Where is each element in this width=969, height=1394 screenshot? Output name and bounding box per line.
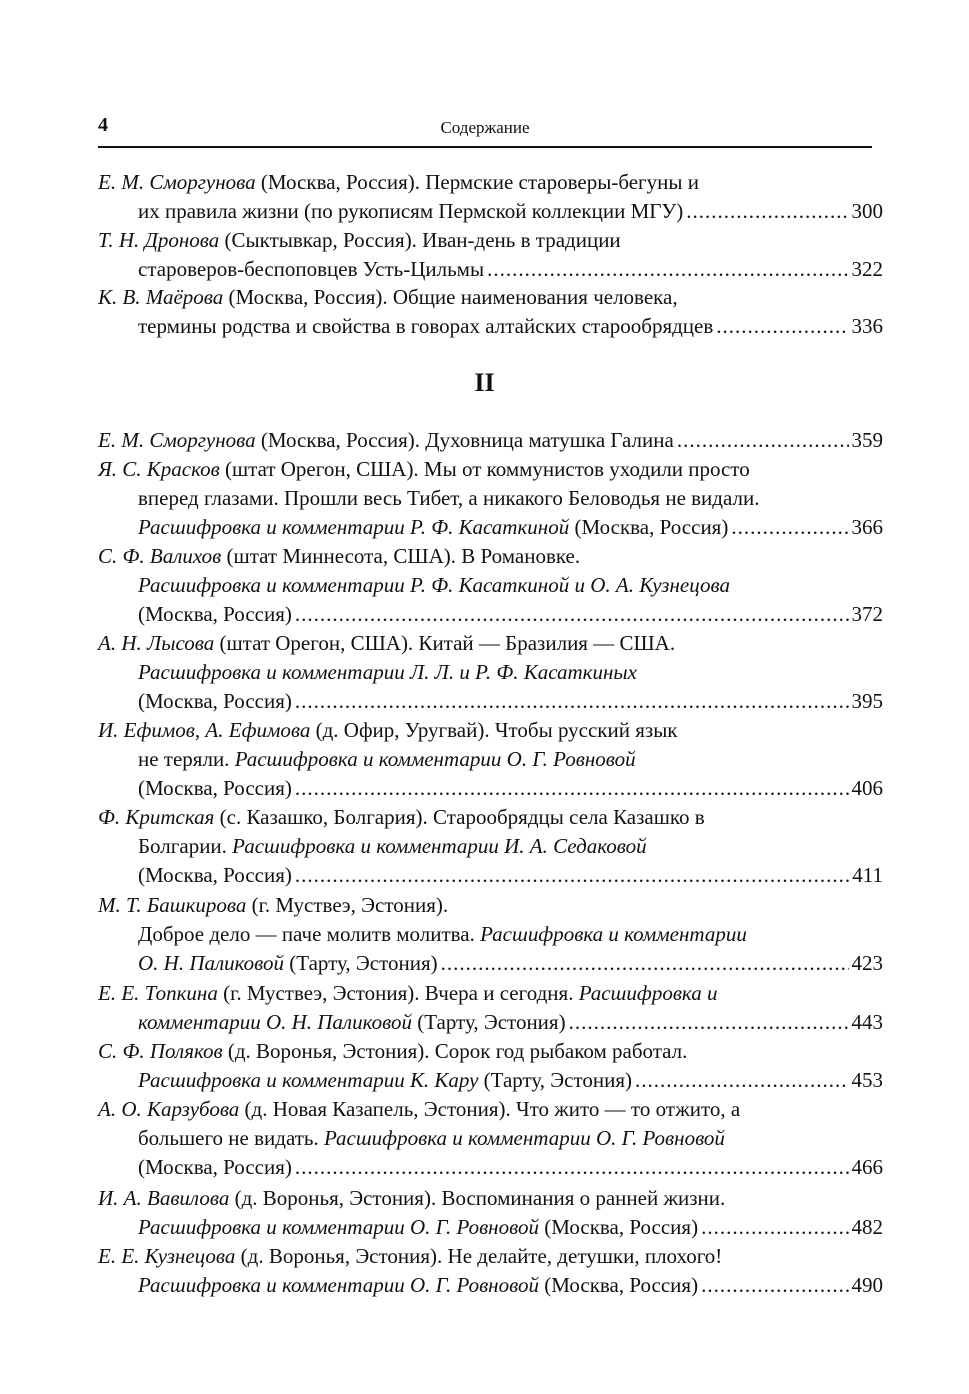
toc-text: (Москва, Россия) — [538, 1215, 699, 1239]
toc-line-text — [98, 1184, 725, 1213]
toc-text: (Сыктывкар, Россия). Иван-день в традиции — [219, 228, 621, 252]
toc-text: (с. Казашко, Болгария). Старообрядцы села Казашко в — [214, 805, 705, 829]
dot-leader — [569, 1008, 849, 1037]
toc-line-text — [138, 1124, 725, 1153]
toc-italic-text: Расшифровка и комментарии К. Кару — [138, 1068, 479, 1092]
toc-page-number: 406 — [851, 776, 883, 800]
toc-italic-text: Расшифровка и комментарии И. А. Седаковой — [232, 834, 647, 858]
dot-leader — [701, 1271, 848, 1300]
toc-italic-text: Е. М. Сморгунова — [98, 170, 256, 194]
toc-line — [98, 426, 883, 455]
toc-line — [98, 283, 883, 312]
toc-italic-text: Е. М. Сморгунова — [98, 428, 256, 452]
toc-line — [98, 226, 883, 255]
toc-line-text — [138, 1271, 698, 1300]
toc-line-text — [138, 484, 759, 513]
toc-text: Доброе дело — паче молитв молитва. — [138, 922, 481, 946]
toc-entry[interactable] — [98, 716, 883, 803]
toc-page-number: 336 — [851, 314, 883, 338]
toc-italic-text: Расшифровка и комментарии Р. Ф. Касаткиной и О. А. Кузнецова — [138, 573, 730, 597]
toc-text: не теряли. — [138, 747, 235, 771]
toc-italic-text: И. Ефимов, А. Ефимова — [98, 718, 311, 742]
toc-page-number: 466 — [851, 1155, 883, 1179]
toc-line-text — [138, 861, 292, 890]
toc-entry[interactable] — [98, 891, 883, 978]
toc-italic-text: Расшифровка и комментарии О. Г. Ровновой — [234, 747, 636, 771]
dot-leader — [295, 600, 849, 629]
toc-entry[interactable] — [98, 803, 883, 890]
toc-line — [98, 255, 883, 284]
toc-entry[interactable] — [98, 168, 883, 226]
toc-line — [98, 716, 883, 745]
toc-entry[interactable] — [98, 226, 883, 284]
toc-line-text — [138, 1066, 632, 1095]
toc-line — [98, 861, 883, 890]
dot-leader — [731, 513, 848, 542]
toc-entry[interactable] — [98, 629, 883, 716]
running-title: Содержание — [440, 118, 530, 137]
toc-entry[interactable] — [98, 1184, 883, 1242]
toc-line — [98, 1184, 883, 1213]
toc-line-text — [98, 1242, 722, 1271]
toc-line — [98, 658, 883, 687]
toc-text: (штат Орегон, США). Китай — Бразилия — США. — [214, 631, 676, 655]
toc-line — [98, 1213, 883, 1242]
toc-italic-text: А. О. Карзубова — [98, 1097, 240, 1121]
toc-page-number: 372 — [851, 602, 883, 626]
toc-line — [98, 1271, 883, 1300]
toc-page-number: 423 — [851, 951, 883, 975]
toc-line-text — [138, 949, 438, 978]
dot-leader — [295, 687, 849, 716]
toc-text: термины родства и свойства в говорах алтайских старообрядцев — [138, 314, 714, 338]
toc-italic-text: М. Т. Башкирова — [98, 893, 247, 917]
toc-line — [98, 312, 883, 341]
toc-line-text — [98, 629, 675, 658]
toc-italic-text: Расшифровка и комментарии Л. Л. и Р. Ф. Касаткиных — [138, 660, 637, 684]
toc-entry[interactable] — [98, 1095, 883, 1182]
toc-text: (д. Воронья, Эстония). Воспоминания о ранней жизни. — [229, 1186, 726, 1210]
toc-italic-text: Расшифровка и комментарии О. Г. Ровновой — [138, 1215, 539, 1239]
toc-line-text — [138, 1153, 292, 1182]
toc-text: (д. Новая Казапель, Эстония). Что жито — то отжито, а — [239, 1097, 741, 1121]
toc-line — [98, 1095, 883, 1124]
toc-text: (Москва, Россия) — [138, 776, 292, 800]
toc-text: (штат Орегон, США). Мы от коммунистов уходили просто — [219, 457, 750, 481]
toc-page-number: 366 — [851, 515, 883, 539]
toc-line — [98, 949, 883, 978]
toc-entry[interactable] — [98, 426, 883, 455]
toc-text: (Москва, Россия). Духовница матушка Галина — [255, 428, 674, 452]
toc-entry[interactable] — [98, 542, 883, 629]
toc-text: (д. Офир, Уругвай). Чтобы русский язык — [310, 718, 678, 742]
toc-text: (Москва, Россия) — [538, 1273, 699, 1297]
toc-line — [98, 745, 883, 774]
toc-line — [98, 920, 883, 949]
toc-line — [98, 629, 883, 658]
toc-page-number: 482 — [851, 1215, 883, 1239]
toc-line-text — [138, 312, 713, 341]
toc-italic-text: Ф. Критская — [98, 805, 215, 829]
dot-leader — [295, 861, 849, 890]
toc-line-text — [98, 542, 580, 571]
toc-line-text — [138, 571, 730, 600]
page-number: 4 — [98, 114, 108, 136]
toc-entry[interactable] — [98, 1242, 883, 1300]
toc-italic-text: Т. Н. Дронова — [98, 228, 220, 252]
toc-line-text — [138, 658, 637, 687]
toc-italic-text: Расшифровка и комментарии О. Г. Ровновой — [323, 1126, 725, 1150]
toc-text: (Москва, Россия). Пермские староверы-бегуны и — [255, 170, 700, 194]
toc-line-text — [138, 832, 647, 861]
toc-line-text — [98, 426, 674, 455]
toc-italic-text: Расшифровка и комментарии — [480, 922, 747, 946]
toc-line — [98, 774, 883, 803]
toc-text: (Тарту, Эстония) — [478, 1068, 633, 1092]
toc-text: их правила жизни (по рукописям Пермской коллекции МГУ) — [138, 199, 684, 223]
toc-italic-text: Е. Е. Топкина — [98, 981, 218, 1005]
toc-text: (д. Воронья, Эстония). Не делайте, детушки, плохого! — [235, 1244, 723, 1268]
toc-line — [98, 687, 883, 716]
toc-italic-text: Расшифровка и — [578, 981, 718, 1005]
toc-text: (Москва, Россия). Общие наименования человека, — [223, 285, 678, 309]
toc-line — [98, 542, 883, 571]
toc-line-text — [138, 1008, 566, 1037]
toc-italic-text: Я. С. Красков — [98, 457, 220, 481]
toc-text: (Тарту, Эстония) — [284, 951, 438, 975]
toc-line-text — [98, 979, 717, 1008]
toc-italic-text: Расшифровка и комментарии Р. Ф. Касаткиной — [138, 515, 570, 539]
toc-line-text — [98, 1037, 687, 1066]
toc-line — [98, 168, 883, 197]
toc-line-text — [98, 226, 621, 255]
toc-page-number: 300 — [851, 199, 883, 223]
toc-line — [98, 1037, 883, 1066]
dot-leader — [295, 774, 849, 803]
dot-leader — [635, 1066, 848, 1095]
toc-line — [98, 513, 883, 542]
section-numeral: II — [474, 368, 495, 397]
toc-line — [98, 832, 883, 861]
toc-line — [98, 600, 883, 629]
toc-page-number: 490 — [851, 1273, 883, 1297]
toc-text: Болгарии. — [138, 834, 233, 858]
toc-line-text — [98, 455, 750, 484]
toc-entry[interactable] — [98, 455, 883, 542]
toc-text: (д. Воронья, Эстония). Сорок год рыбаком работал. — [222, 1039, 688, 1063]
toc-entry[interactable] — [98, 283, 883, 341]
toc-text: вперед глазами. Прошли весь Тибет, а никакого Беловодья не видали. — [138, 486, 760, 510]
dot-leader — [701, 1213, 848, 1242]
dot-leader — [441, 949, 849, 978]
toc-line-text — [138, 600, 292, 629]
toc-text: (штат Миннесота, США). В Романовке. — [221, 544, 581, 568]
dot-leader — [487, 255, 848, 284]
toc-text: (г. Муствеэ, Эстония). — [246, 893, 449, 917]
toc-italic-text: К. В. Маёрова — [98, 285, 224, 309]
toc-italic-text: И. А. Вавилова — [98, 1186, 230, 1210]
dot-leader — [716, 312, 848, 341]
toc-entry[interactable] — [98, 1037, 883, 1095]
toc-line — [98, 1066, 883, 1095]
running-header — [98, 110, 872, 148]
toc-italic-text: А. Н. Лысова — [98, 631, 215, 655]
toc-line — [98, 1008, 883, 1037]
toc-line — [98, 571, 883, 600]
toc-italic-text: комментарии О. Н. Паликовой — [138, 1010, 412, 1034]
toc-line — [98, 979, 883, 1008]
toc-line-text — [138, 687, 292, 716]
toc-line — [98, 803, 883, 832]
toc-text: (Москва, Россия) — [138, 1155, 292, 1179]
toc-page-number: 453 — [851, 1068, 883, 1092]
toc-line-text — [98, 716, 678, 745]
toc-page-number: 395 — [851, 689, 883, 713]
toc-line — [98, 1153, 883, 1182]
toc-italic-text: Е. Е. Кузнецова — [98, 1244, 236, 1268]
toc-italic-text: О. Н. Паликовой — [138, 951, 285, 975]
toc-line — [98, 1124, 883, 1153]
toc-text: (Москва, Россия) — [138, 863, 292, 887]
toc-line-text — [138, 774, 292, 803]
toc-text: (Москва, Россия) — [138, 602, 292, 626]
toc-line-text — [138, 920, 747, 949]
toc-entry[interactable] — [98, 979, 883, 1037]
toc-text: (Москва, Россия) — [138, 689, 292, 713]
toc-line — [98, 197, 883, 226]
toc-line — [98, 891, 883, 920]
toc-text: (Москва, Россия) — [569, 515, 729, 539]
dot-leader — [686, 197, 848, 226]
toc-page-number: 443 — [851, 1010, 883, 1034]
toc-line — [98, 484, 883, 513]
toc-page-number: 322 — [851, 257, 883, 281]
toc-line-text — [98, 891, 448, 920]
toc-italic-text: С. Ф. Поляков — [98, 1039, 223, 1063]
toc-page-number: 359 — [851, 428, 883, 452]
toc-line-text — [138, 255, 484, 284]
toc-line-text — [98, 1095, 740, 1124]
toc-text: большего не видать. — [138, 1126, 324, 1150]
toc-text: (г. Муствеэ, Эстония). Вчера и сегодня. — [217, 981, 579, 1005]
toc-line-text — [138, 1213, 698, 1242]
toc-line-text — [98, 803, 705, 832]
toc-line — [98, 455, 883, 484]
toc-line — [98, 1242, 883, 1271]
toc-italic-text: Расшифровка и комментарии О. Г. Ровновой — [138, 1273, 539, 1297]
dot-leader — [295, 1153, 849, 1182]
toc-line-text — [98, 168, 699, 197]
toc-italic-text: С. Ф. Валихов — [98, 544, 222, 568]
toc-line-text — [138, 745, 636, 774]
dot-leader — [677, 426, 849, 455]
toc-page-number: 411 — [852, 863, 883, 887]
toc-text: староверов-беспоповцев Усть-Цильмы — [138, 257, 485, 281]
toc-line-text — [98, 283, 678, 312]
toc-line-text — [138, 513, 728, 542]
toc-line-text — [138, 197, 683, 226]
toc-text: (Тарту, Эстония) — [411, 1010, 566, 1034]
